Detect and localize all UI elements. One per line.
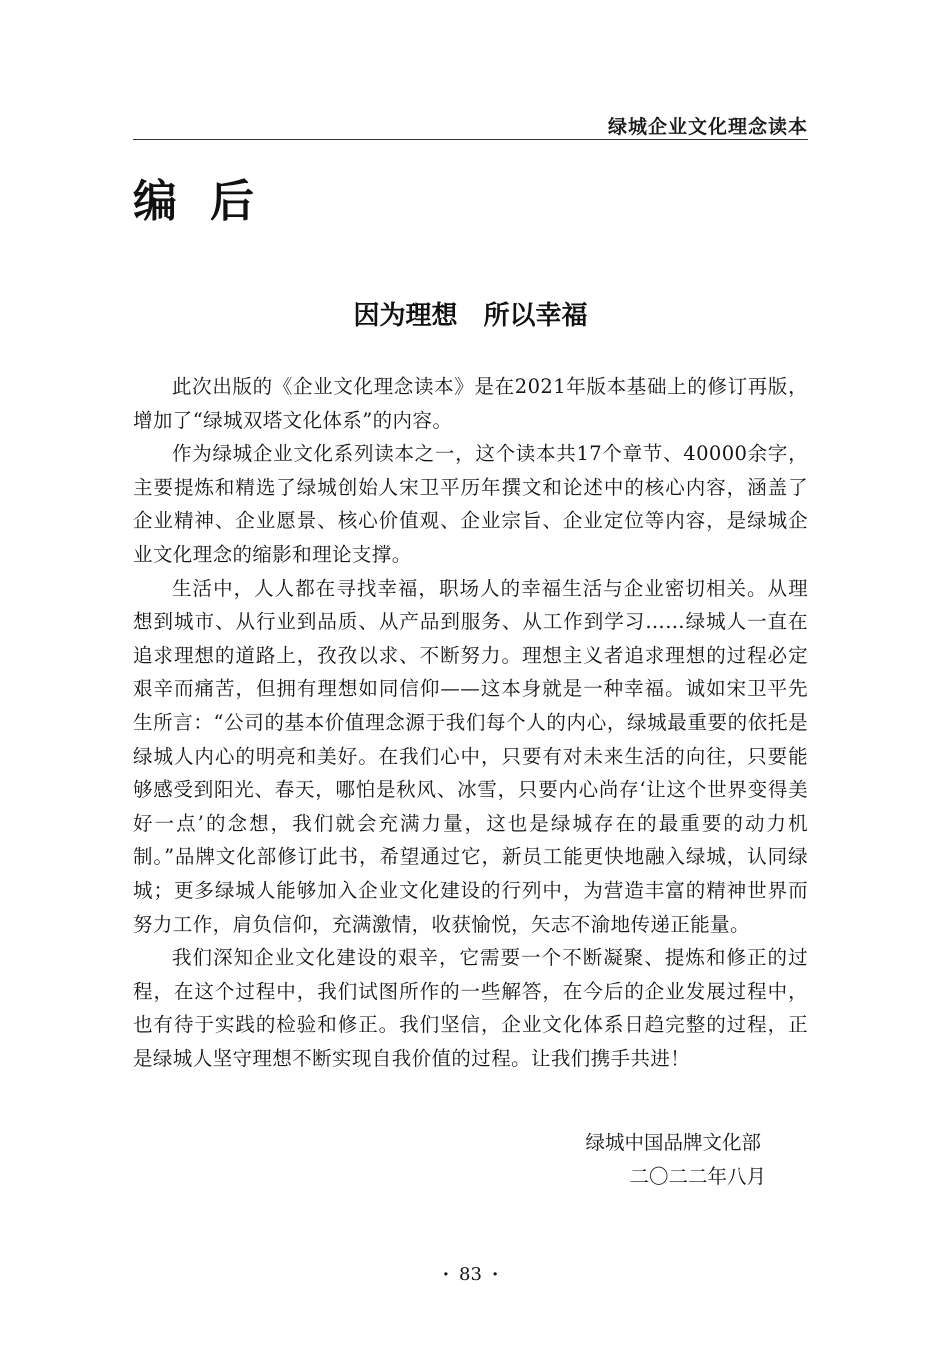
article-body (133, 370, 808, 1075)
article-subtitle: 因为理想 所以幸福 (353, 301, 588, 331)
page-number-dot-right: · (491, 1264, 499, 1285)
section-title: 编后 (133, 176, 287, 227)
signature-department: 绿城中国品牌文化部 (585, 1131, 761, 1154)
page-footer (0, 1264, 941, 1285)
page-number-dot-left: · (442, 1264, 450, 1285)
header-rule (133, 139, 808, 140)
running-header-title: 绿城企业文化理念读本 (607, 116, 808, 138)
page-number: 83 (459, 1264, 482, 1285)
paragraph: 我们深知企业文化建设的艰辛，它需要一个不断凝聚、提炼和修正的过程，在这个过程中，我们试图所作的一些解答，在今后的企业发展过程中，也有待于实践的检验和修正。我们坚信，企业文化体系日趋完整的过程，正是绿城人坚守理想不断实现自我价值的过程。让我们携手共进！ (133, 946, 808, 1070)
signature-date: 二〇二二年八月 (629, 1165, 766, 1188)
paragraph: 此次出版的《企业文化理念读本》是在2021年版本基础上的修订再版，增加了“绿城双塔文化体系”的内容。 (133, 375, 808, 432)
signature-block (585, 1126, 766, 1194)
paragraph: 作为绿城企业文化系列读本之一，这个读本共17个章节、40000余字，主要提炼和精选了绿城创始人宋卫平历年撰文和论述中的核心内容，涵盖了企业精神、企业愿景、核心价值观、企业宗旨、企业定位等内容，是绿城企业文化理念的缩影和理论支撑。 (133, 442, 808, 566)
paragraph: 生活中，人人都在寻找幸福，职场人的幸福生活与企业密切相关。从理想到城市、从行业到品质、从产品到服务、从工作到学习……绿城人一直在追求理想的道路上，孜孜以求、不断努力。理想主义者追求理想的过程必定艰辛而痛苦，但拥有理想如同信仰——这本身就是一种幸福。诚如宋卫平先生所言：“公司的基本价值理念源于我们每个人的内心，绿城最重要的依托是绿城人内心的明亮和美好。在我们心中，只要有对未来生活的向往，只要能够感受到阳光、春天，哪怕是秋风、冰雪，只要内心尚存‘让这个世界变得美好一点’的念想，我们就会充满力量，这也是绿城存在的最重要的动力机制。”品牌文化部修订此书，希望通过它，新员工能更快地融入绿城，认同绿城；更多绿城人能够加入企业文化建设的行列中，为营造丰富的精神世界而努力工作，肩负信仰，充满激情，收获愉悦，矢志不渝地传递正能量。 (133, 576, 808, 936)
